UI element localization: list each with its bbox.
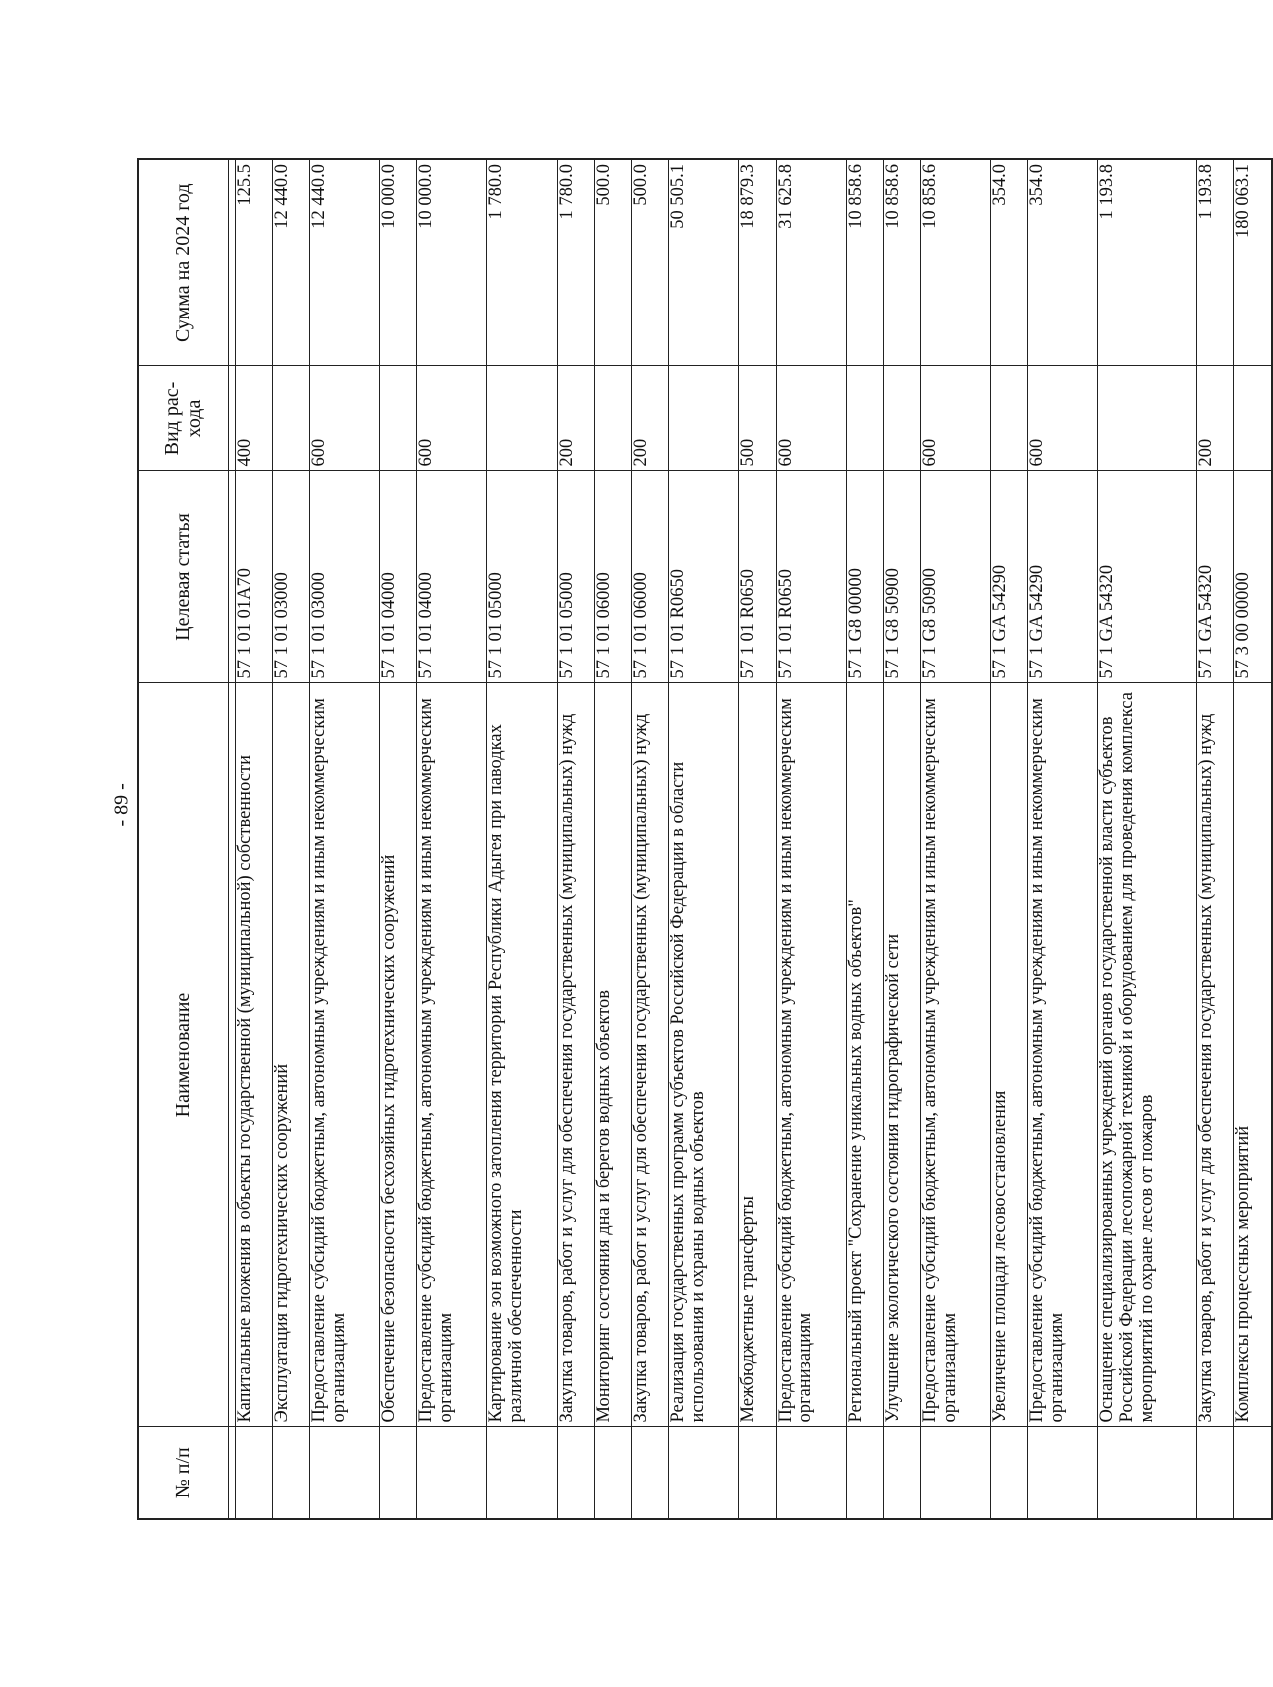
row-kind [991, 366, 1028, 471]
row-name: Закупка товаров, работ и услуг для обеспечения государственных (муниципальных) нужд [631, 683, 668, 1427]
rotated-table-wrapper [137, 160, 1273, 1520]
row-name: Закупка товаров, работ и услуг для обеспечения государственных (муниципальных) нужд [1197, 683, 1234, 1427]
row-index [380, 1427, 417, 1519]
row-kind: 200 [557, 366, 594, 471]
row-index [272, 1427, 309, 1519]
row-amount: 10 858.6 [846, 159, 883, 366]
table-row [557, 159, 594, 1519]
row-amount: 180 063.1 [1234, 159, 1272, 366]
budget-table [137, 158, 1273, 1520]
row-kind: 600 [1028, 366, 1098, 471]
row-index [557, 1427, 594, 1519]
row-name: Обеспечение безопасности бесхозяйных гидротехнических сооружений [380, 683, 417, 1427]
header-index: № п/п [138, 1427, 228, 1519]
row-name: Эксплуатация гидротехнических сооружений [272, 683, 309, 1427]
row-amount: 50 505.1 [669, 159, 739, 366]
row-name: Предоставление субсидий бюджетным, автономным учреждениям и иным некоммерческим организациям [310, 683, 380, 1427]
table-row [235, 159, 272, 1519]
table-row [487, 159, 557, 1519]
row-target: 57 1 GA 54320 [1098, 471, 1197, 683]
row-index [669, 1427, 739, 1519]
row-name: Закупка товаров, работ и услуг для обеспечения государственных (муниципальных) нужд [557, 683, 594, 1427]
row-index [1098, 1427, 1197, 1519]
row-target: 57 1 G8 50900 [921, 471, 991, 683]
row-target: 57 1 G8 00000 [846, 471, 883, 683]
row-index [776, 1427, 846, 1519]
row-kind: 600 [310, 366, 380, 471]
row-name: Предоставление субсидий бюджетным, автономным учреждениям и иным некоммерческим организациям [417, 683, 487, 1427]
header-name: Наименование [138, 683, 228, 1427]
row-index [1197, 1427, 1234, 1519]
table-row [776, 159, 846, 1519]
table-row [1197, 159, 1234, 1519]
row-amount: 500.0 [594, 159, 631, 366]
row-target: 57 1 01 04000 [380, 471, 417, 683]
row-index [846, 1427, 883, 1519]
row-kind: 600 [921, 366, 991, 471]
row-target: 57 3 00 00000 [1234, 471, 1272, 683]
table-row [1234, 159, 1272, 1519]
row-amount: 12 440.0 [310, 159, 380, 366]
row-kind [487, 366, 557, 471]
row-name: Реализация государственных программ субъектов Российской Федерации в области использования и охраны водных объектов [669, 683, 739, 1427]
row-kind [1234, 366, 1272, 471]
row-target: 57 1 01 06000 [631, 471, 668, 683]
row-index [739, 1427, 776, 1519]
row-kind: 600 [417, 366, 487, 471]
row-kind [669, 366, 739, 471]
row-name: Предоставление субсидий бюджетным, автономным учреждениям и иным некоммерческим организациям [776, 683, 846, 1427]
row-kind [594, 366, 631, 471]
header-kind: Вид рас-хода [138, 366, 228, 471]
table-row [380, 159, 417, 1519]
row-target: 57 1 01 05000 [557, 471, 594, 683]
row-kind: 500 [739, 366, 776, 471]
row-target: 57 1 01 R0650 [776, 471, 846, 683]
header-target: Целевая статья [138, 471, 228, 683]
row-name: Предоставление субсидий бюджетным, автономным учреждениям и иным некоммерческим организациям [921, 683, 991, 1427]
row-name: Мониторинг состояния дна и берегов водных объектов [594, 683, 631, 1427]
row-name: Картирование зон возможного затопления территории Республики Адыгея при паводках различной обеспеченности [487, 683, 557, 1427]
row-target: 57 1 GA 54290 [991, 471, 1028, 683]
row-target: 57 1 GA 54320 [1197, 471, 1234, 683]
table-row [272, 159, 309, 1519]
row-name: Капитальные вложения в объекты государственной (муниципальной) собственности [235, 683, 272, 1427]
row-amount: 354.0 [991, 159, 1028, 366]
row-amount: 31 625.8 [776, 159, 846, 366]
row-name: Увеличение площади лесовосстановления [991, 683, 1028, 1427]
row-kind: 600 [776, 366, 846, 471]
row-index [991, 1427, 1028, 1519]
row-amount: 10 000.0 [380, 159, 417, 366]
row-kind: 200 [631, 366, 668, 471]
row-index [310, 1427, 380, 1519]
row-kind: 400 [235, 366, 272, 471]
page-number: - 89 - [110, 783, 133, 827]
row-kind [380, 366, 417, 471]
row-name: Региональный проект "Сохранение уникальных водных объектов" [846, 683, 883, 1427]
row-kind [1098, 366, 1197, 471]
row-amount: 125.5 [235, 159, 272, 366]
row-name: Предоставление субсидий бюджетным, автономным учреждениям и иным некоммерческим организациям [1028, 683, 1098, 1427]
header-amount: Сумма на 2024 год [138, 159, 228, 366]
row-amount: 1 193.8 [1197, 159, 1234, 366]
row-kind [883, 366, 920, 471]
table-row [1098, 159, 1197, 1519]
table-row [739, 159, 776, 1519]
row-index [487, 1427, 557, 1519]
row-target: 57 1 GA 54290 [1028, 471, 1098, 683]
row-amount: 1 780.0 [487, 159, 557, 366]
row-target: 57 1 01 06000 [594, 471, 631, 683]
row-index [1028, 1427, 1098, 1519]
row-target: 57 1 01 03000 [310, 471, 380, 683]
row-amount: 18 879.3 [739, 159, 776, 366]
row-name: Оснащение специализированных учреждений органов государственной власти субъектов Российской Федерации лесопожарной техникой и оборудованием для проведения комплекса мероприятий по охране лесов от пожаров [1098, 683, 1197, 1427]
row-index [235, 1427, 272, 1519]
table-row [669, 159, 739, 1519]
table-row [846, 159, 883, 1519]
row-amount: 1 193.8 [1098, 159, 1197, 366]
table-row [991, 159, 1028, 1519]
row-amount: 12 440.0 [272, 159, 309, 366]
row-amount: 10 858.6 [921, 159, 991, 366]
table-row [883, 159, 920, 1519]
row-target: 57 1 01 R0650 [739, 471, 776, 683]
row-name: Межбюджетные трансферты [739, 683, 776, 1427]
row-index [883, 1427, 920, 1519]
row-target: 57 1 01 01А70 [235, 471, 272, 683]
row-target: 57 1 01 03000 [272, 471, 309, 683]
row-index [631, 1427, 668, 1519]
table-row [310, 159, 380, 1519]
row-target: 57 1 01 04000 [417, 471, 487, 683]
row-index [594, 1427, 631, 1519]
table-row [921, 159, 991, 1519]
row-kind [272, 366, 309, 471]
table-row [631, 159, 668, 1519]
row-kind: 200 [1197, 366, 1234, 471]
row-amount: 354.0 [1028, 159, 1098, 366]
row-amount: 10 858.6 [883, 159, 920, 366]
row-name: Комплексы процессных мероприятий [1234, 683, 1272, 1427]
table-header-row [138, 159, 228, 1519]
row-index [921, 1427, 991, 1519]
table-row [1028, 159, 1098, 1519]
row-amount: 500.0 [631, 159, 668, 366]
row-target: 57 1 01 05000 [487, 471, 557, 683]
row-target: 57 1 01 R0650 [669, 471, 739, 683]
row-index [1234, 1427, 1272, 1519]
row-kind [846, 366, 883, 471]
row-amount: 1 780.0 [557, 159, 594, 366]
table-row [594, 159, 631, 1519]
table-row [417, 159, 487, 1519]
row-name: Улучшение экологического состояния гидрографической сети [883, 683, 920, 1427]
row-index [417, 1427, 487, 1519]
row-target: 57 1 G8 50900 [883, 471, 920, 683]
row-amount: 10 000.0 [417, 159, 487, 366]
